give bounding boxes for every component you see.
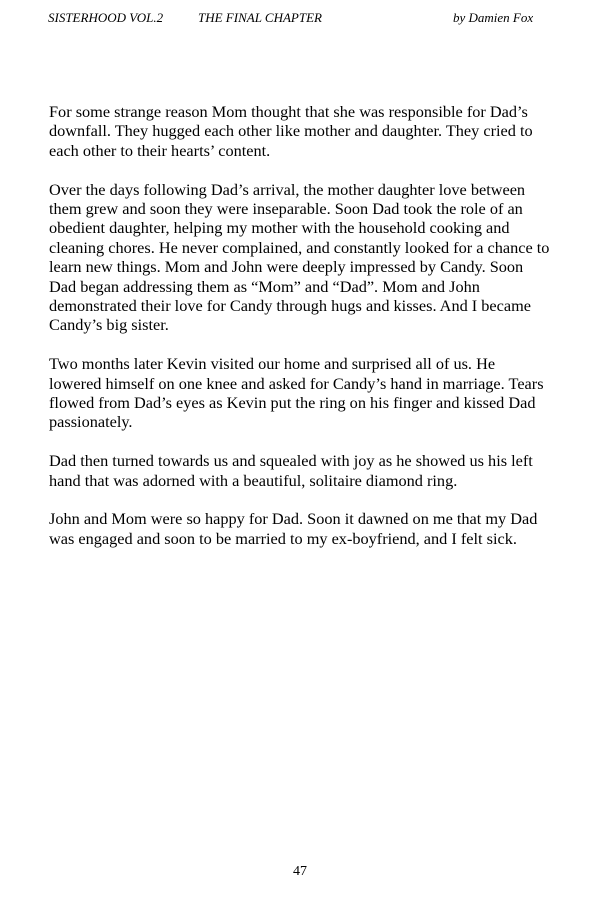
page-number: 47 xyxy=(293,864,307,879)
header-author: by Damien Fox xyxy=(453,10,534,25)
text-line: each other to their hearts’ content. xyxy=(49,140,271,160)
paragraph-1 xyxy=(49,102,579,160)
text-line: hand that was adorned with a beautiful, solitaire diamond ring. xyxy=(49,470,458,490)
text-line: Dad then turned towards us and squealed with joy as he showed us his left xyxy=(49,451,533,471)
text-line: downfall. They hugged each other like mother and daughter. They cried to xyxy=(49,121,533,141)
text-line: Dad began addressing them as “Mom” and “Dad”. Mom and John xyxy=(49,276,480,296)
running-header xyxy=(0,9,600,27)
text-line: Over the days following Dad’s arrival, the mother daughter love between xyxy=(49,179,526,199)
header-chapter-title: THE FINAL CHAPTER xyxy=(198,10,322,25)
text-line: lowered himself on one knee and asked for Candy’s hand in marriage. Tears xyxy=(49,373,544,393)
text-line: obedient daughter, helping my mother with the household cooking and xyxy=(49,218,510,238)
paragraph-4 xyxy=(49,451,579,490)
header-series-title: SISTERHOOD VOL.2 xyxy=(48,10,164,25)
text-line: learn new things. Mom and John were deeply impressed by Candy. Soon xyxy=(49,257,524,277)
text-line: them grew and soon they were inseparable. Soon Dad took the role of an xyxy=(49,199,523,219)
text-line: Two months later Kevin visited our home and surprised all of us. He xyxy=(49,354,496,374)
text-line: For some strange reason Mom thought that she was responsible for Dad’s xyxy=(49,102,528,121)
text-line: John and Mom were so happy for Dad. Soon it dawned on me that my Dad xyxy=(49,509,538,529)
paragraph-3 xyxy=(49,354,579,432)
text-line: Candy’s big sister. xyxy=(49,315,169,335)
text-line: passionately. xyxy=(49,412,133,432)
text-line: flowed from Dad’s eyes as Kevin put the ring on his finger and kissed Dad xyxy=(49,393,536,413)
text-line: demonstrated their love for Candy through hugs and kisses. And I became xyxy=(49,296,531,316)
paragraph-2 xyxy=(49,180,579,335)
text-line: was engaged and soon to be married to my ex-boyfriend, and I felt sick. xyxy=(49,528,517,548)
text-line: cleaning chores. He never complained, and constantly looked for a chance to xyxy=(49,237,550,257)
paragraph-5 xyxy=(49,509,579,548)
body-text xyxy=(49,102,579,568)
